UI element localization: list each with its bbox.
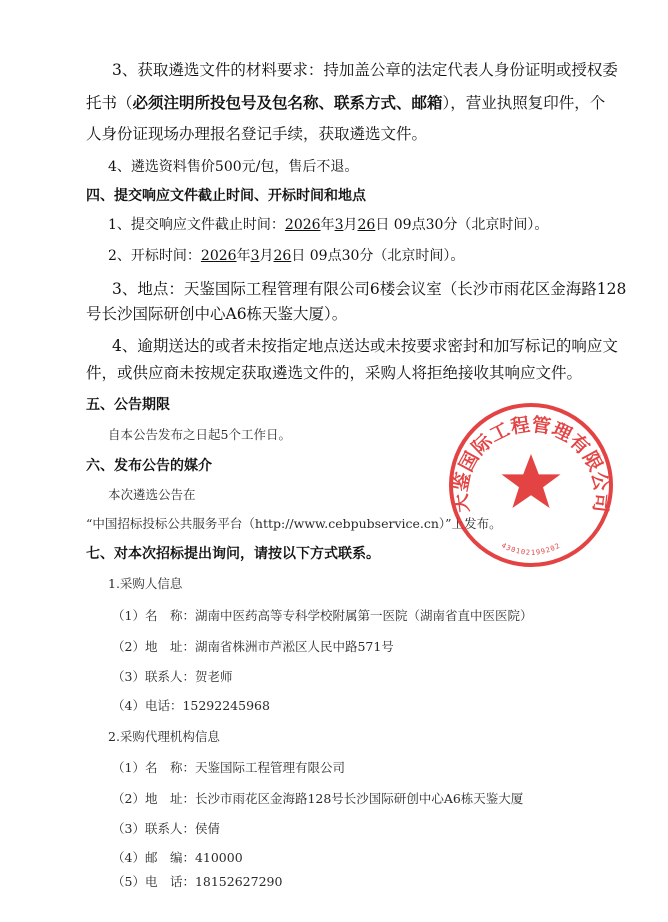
company-seal xyxy=(448,402,614,568)
sec5-text: 自本公告发布之日起5个工作日。 xyxy=(108,427,291,442)
sec4-heading: 四、提交响应文件截止时间、开标时间和地点 xyxy=(86,188,366,204)
sec7-heading: 七、对本次招标提出询问，请按以下方式联系。 xyxy=(86,546,380,562)
sec4-item3-line2: 号长沙国际研创中心A6栋天鉴大厦）。 xyxy=(86,305,348,323)
sec6-line2: “中国招标投标公共服务平台（http://www.cebpubservice.cn）”上发布。 xyxy=(86,516,502,531)
purchaser-phone: （4）电话：15292245968 xyxy=(112,698,270,713)
purchaser-name: （1）名 称：湖南中医药高等专科学校附属第一医院（湖南省直中医医院） xyxy=(112,608,533,623)
agency-phone: （5）电 话：18152627290 xyxy=(112,874,283,889)
sec3-item3-line2: 托书（必须注明所投包号及包名称、联系方式、邮箱），营业执照复印件，个 xyxy=(86,93,606,112)
sec5-heading: 五、公告期限 xyxy=(86,397,170,413)
seal-star-icon xyxy=(502,454,561,508)
sec3-item3-line1: 3、获取遴选文件的材料要求：持加盖公章的法定代表人身份证明或授权委 xyxy=(112,61,618,79)
sec3-item3-line3: 人身份证现场办理报名登记手续，获取遴选文件。 xyxy=(86,125,428,143)
agency-contact: （3）联系人：侯倩 xyxy=(112,821,220,836)
sec4-item3-line1: 3、地点：天鉴国际工程管理有限公司6楼会议室（长沙市雨花区金海路128 xyxy=(112,280,627,298)
purchaser-contact: （3）联系人：贺老师 xyxy=(112,669,233,684)
seal-code: 430102199202 xyxy=(500,541,562,557)
agency-title: 2.采购代理机构信息 xyxy=(108,729,220,744)
seal-text: 天鉴国际工程管理有限公司 xyxy=(449,413,613,514)
purchaser-title: 1.采购人信息 xyxy=(108,576,183,591)
agency-name: （1）名 称：天鉴国际工程管理有限公司 xyxy=(112,760,345,775)
agency-postcode: （4）邮 编：410000 xyxy=(112,850,243,865)
sec3-item4: 4、遴选资料售价500元/包，售后不退。 xyxy=(108,159,359,175)
sec4-item4-line1: 4、逾期送达的或者未按指定地点送达或未按要求密封和加写标记的响应文 xyxy=(112,337,618,355)
purchaser-address: （2）地 址：湖南省株洲市芦淞区人民中路571号 xyxy=(112,639,394,654)
sec4-item4-line2: 件，或供应商未按规定获取遴选文件的，采购人将拒绝接收其响应文件。 xyxy=(86,364,583,382)
sec3-item3-bold: 必须注明所投包号及包名称、联系方式、邮箱 xyxy=(132,93,443,112)
sec4-item2: 2、开标时间：2026年3月26日 09点30分（北京时间）。 xyxy=(108,248,465,264)
sec6-line1: 本次遴选公告在 xyxy=(108,487,196,502)
agency-address: （2）地 址：长沙市雨花区金海路128号长沙国际研创中心A6栋天鉴大厦 xyxy=(112,791,524,806)
sec6-heading: 六、发布公告的媒介 xyxy=(86,458,212,474)
sec4-item1: 1、提交响应文件截止时间：2026年3月26日 09点30分（北京时间）。 xyxy=(108,217,549,233)
